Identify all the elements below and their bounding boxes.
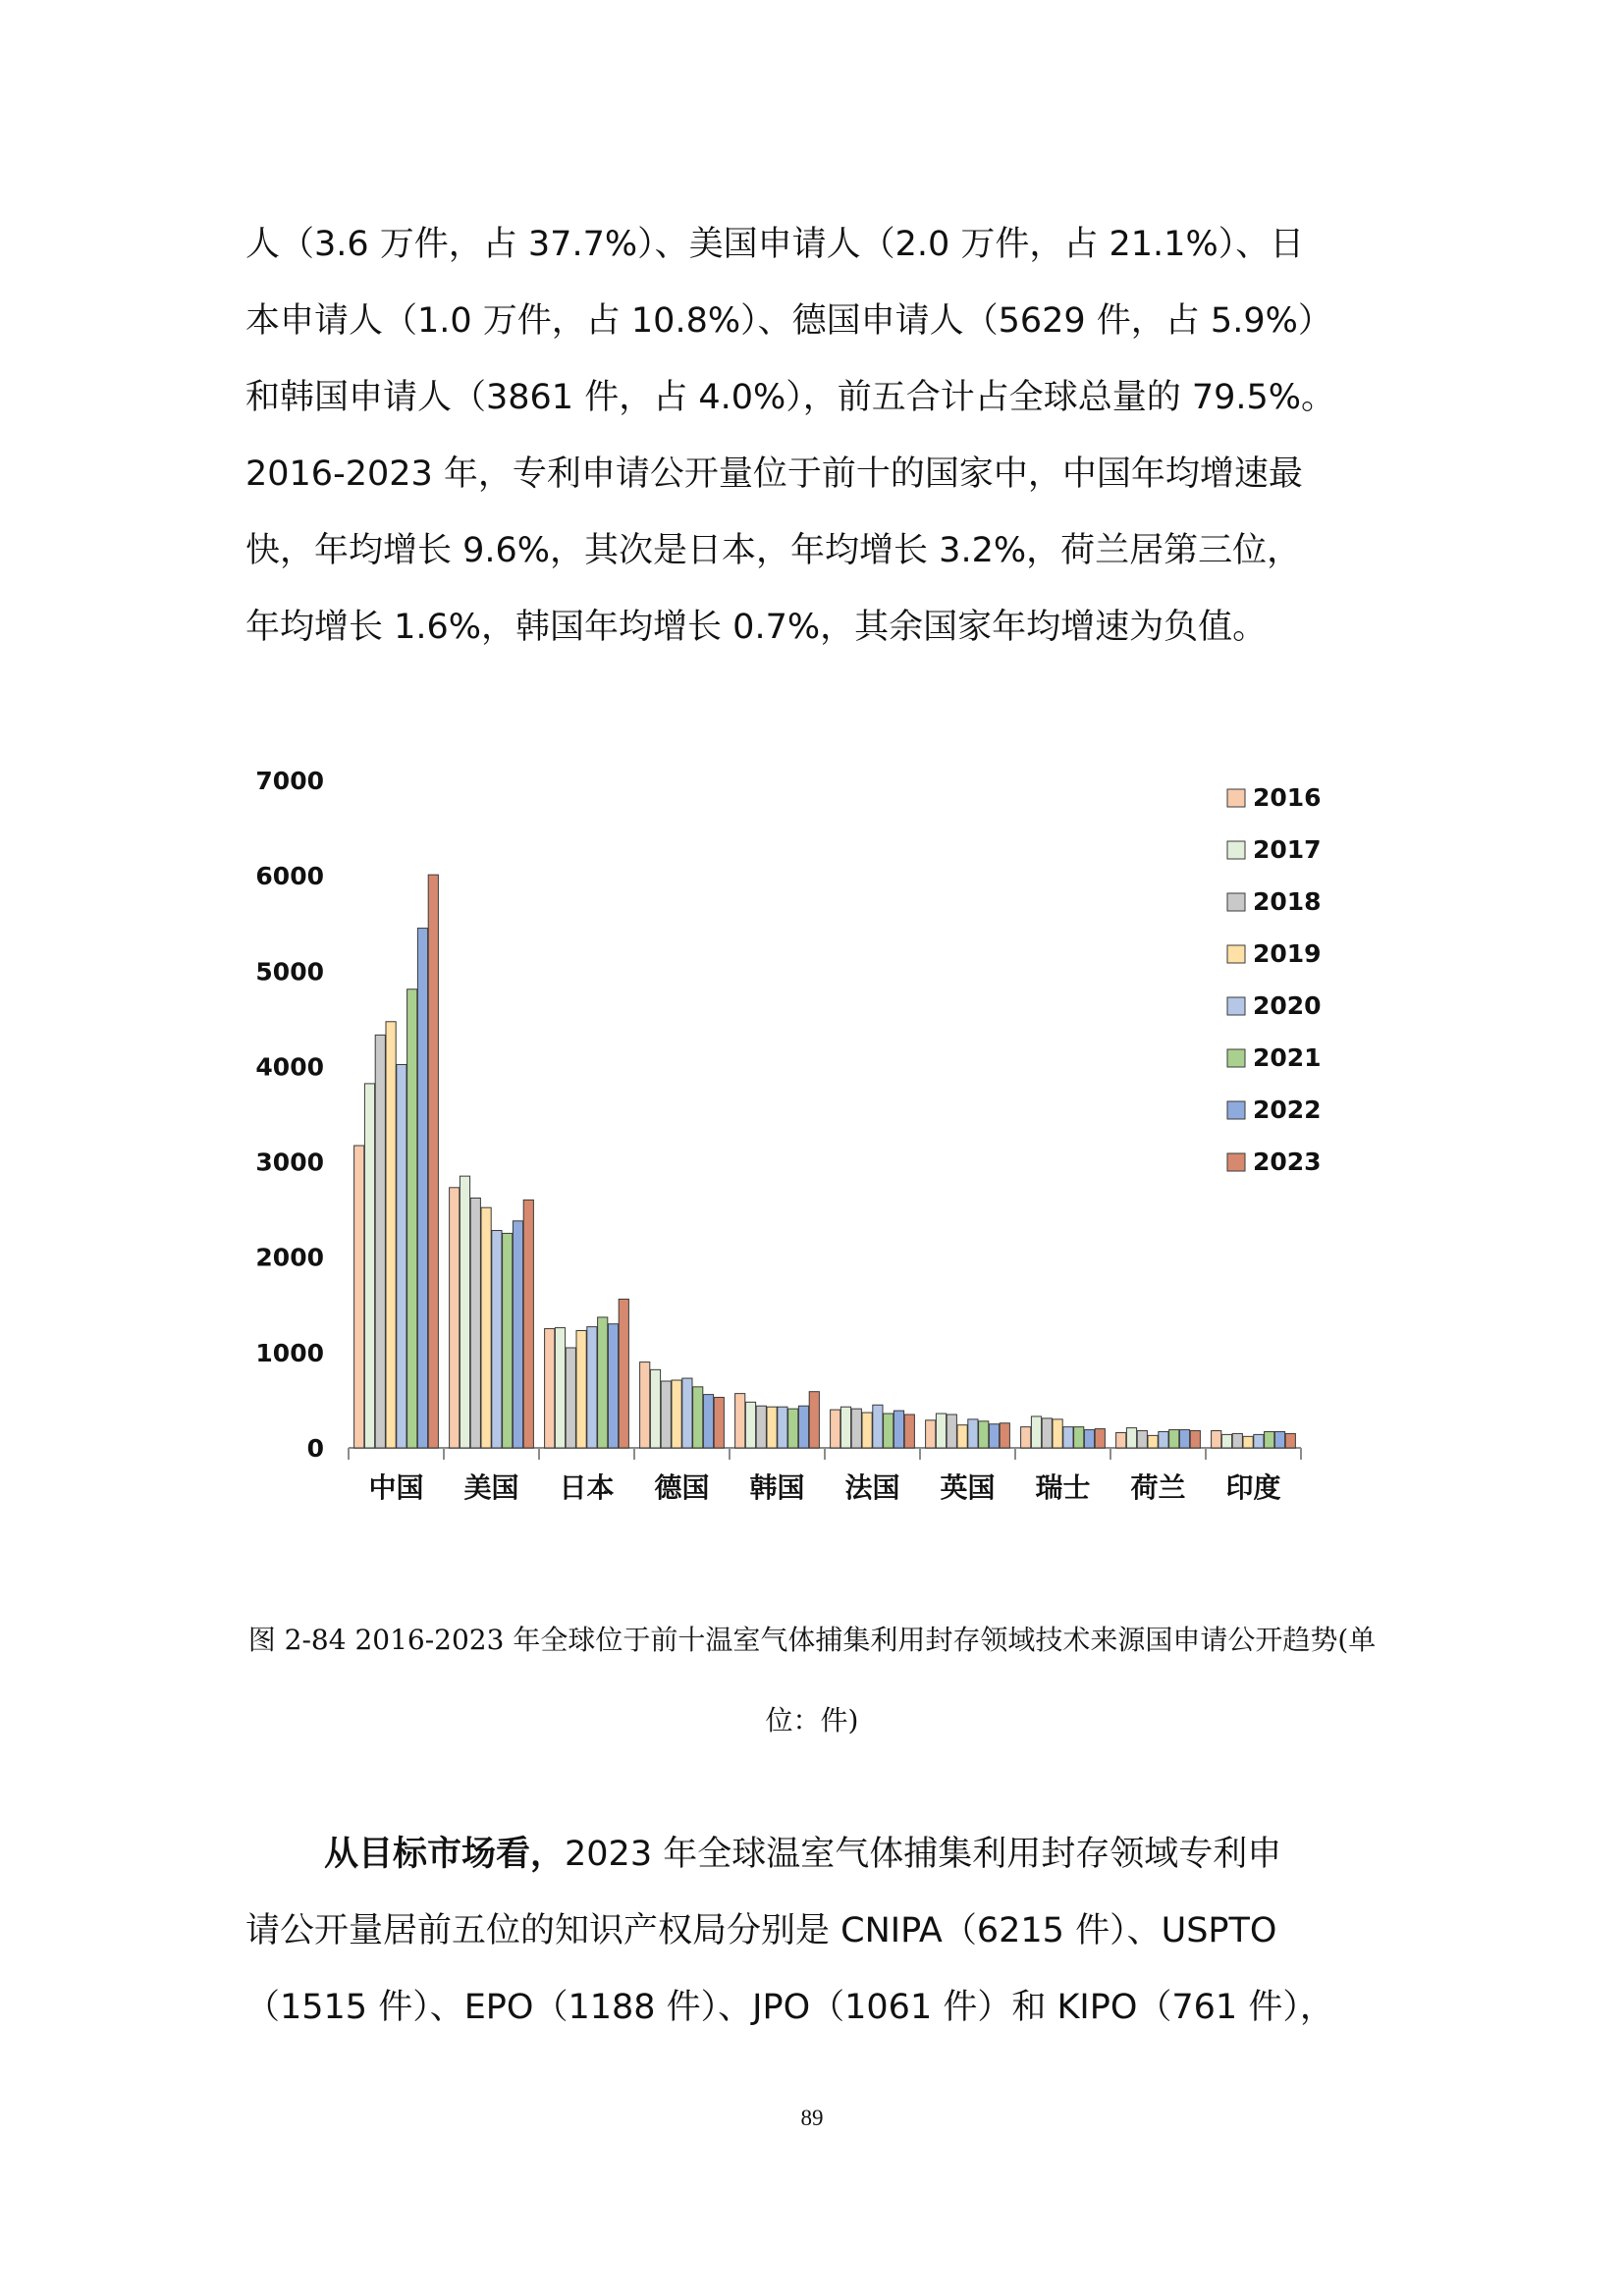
bar bbox=[354, 1146, 364, 1448]
legend-swatch bbox=[1227, 1101, 1245, 1119]
y-tick-label: 7000 bbox=[255, 767, 324, 795]
bar bbox=[682, 1378, 692, 1448]
category-label: 印度 bbox=[1225, 1471, 1281, 1504]
bar bbox=[714, 1398, 724, 1448]
text-line bbox=[245, 1816, 1384, 1893]
category-label: 美国 bbox=[463, 1471, 519, 1504]
figure-caption bbox=[226, 1600, 1398, 1761]
bar bbox=[957, 1425, 967, 1448]
bar bbox=[619, 1299, 628, 1448]
y-tick-label: 1000 bbox=[255, 1338, 324, 1367]
paragraph-target-market bbox=[245, 1816, 1384, 2046]
bar bbox=[1053, 1419, 1062, 1448]
caption-line: 图 2-84 2016-2023 年全球位于前十温室气体捕集利用封存领域技术来源国申请公开趋势(单 bbox=[247, 1624, 1377, 1656]
bar bbox=[1243, 1436, 1253, 1448]
y-tick-label: 0 bbox=[306, 1434, 324, 1463]
bar bbox=[1042, 1418, 1052, 1448]
bar bbox=[1159, 1431, 1168, 1448]
text-line: 人（3.6 万件，占 37.7%）、美国申请人（2.0 万件，占 21.1%）、日 bbox=[245, 225, 1305, 264]
bar bbox=[1116, 1432, 1126, 1448]
bar bbox=[407, 989, 417, 1448]
bar bbox=[608, 1324, 618, 1448]
bar bbox=[809, 1392, 819, 1448]
legend-label: 2021 bbox=[1253, 1043, 1322, 1072]
bar bbox=[1021, 1427, 1031, 1448]
text-line: 请公开量居前五位的知识产权局分别是 CNIPA（6215 件）、USPTO bbox=[245, 1911, 1277, 1950]
category-label: 韩国 bbox=[749, 1471, 805, 1504]
legend-swatch bbox=[1227, 1049, 1245, 1067]
bar-chart bbox=[236, 746, 1326, 1531]
bar bbox=[1265, 1431, 1274, 1448]
bar bbox=[893, 1411, 903, 1448]
bar bbox=[1179, 1430, 1189, 1448]
bar bbox=[693, 1387, 703, 1448]
bar bbox=[492, 1231, 502, 1448]
bar bbox=[1190, 1431, 1200, 1448]
bar bbox=[947, 1415, 956, 1448]
bar bbox=[884, 1414, 893, 1448]
bar bbox=[513, 1221, 522, 1448]
bar bbox=[703, 1395, 713, 1448]
bar bbox=[767, 1407, 777, 1448]
category-label: 荷兰 bbox=[1130, 1471, 1186, 1504]
legend-label: 2016 bbox=[1253, 783, 1322, 812]
bar bbox=[1169, 1430, 1179, 1448]
legend-label: 2020 bbox=[1253, 991, 1322, 1020]
bar bbox=[788, 1409, 798, 1448]
bar bbox=[545, 1329, 555, 1448]
category-label: 法国 bbox=[844, 1471, 900, 1504]
bar bbox=[936, 1414, 946, 1448]
bar bbox=[840, 1407, 850, 1448]
y-tick-label: 2000 bbox=[255, 1243, 324, 1272]
bar bbox=[417, 929, 427, 1448]
bar bbox=[862, 1413, 872, 1448]
bar bbox=[576, 1331, 586, 1448]
bar bbox=[397, 1064, 406, 1448]
bar bbox=[1232, 1433, 1242, 1448]
category-label: 德国 bbox=[654, 1471, 710, 1504]
text-span: 2023 年全球温室气体捕集利用封存领域专利申 bbox=[565, 1835, 1282, 1874]
caption-line: 位：件) bbox=[765, 1704, 859, 1736]
bar bbox=[778, 1407, 787, 1448]
text-line: 本申请人（1.0 万件，占 10.8%）、德国申请人（5629 件，占 5.9%） bbox=[245, 301, 1332, 341]
category-label: 英国 bbox=[940, 1471, 996, 1504]
page-number: 89 bbox=[800, 2106, 824, 2130]
bar bbox=[756, 1406, 766, 1448]
bar bbox=[968, 1419, 978, 1448]
bar bbox=[989, 1424, 999, 1448]
bar bbox=[979, 1421, 989, 1448]
bar bbox=[1212, 1431, 1221, 1448]
bar bbox=[1074, 1427, 1084, 1448]
paragraph-applicants bbox=[245, 206, 1384, 666]
bar bbox=[1000, 1423, 1009, 1448]
category-label: 日本 bbox=[559, 1471, 615, 1504]
y-tick-label: 5000 bbox=[255, 957, 324, 987]
bar bbox=[735, 1394, 745, 1448]
bar bbox=[523, 1200, 533, 1448]
text-line: 2016-2023 年，专利申请公开量位于前十的国家中，中国年均增速最 bbox=[245, 454, 1303, 494]
legend-swatch bbox=[1227, 945, 1245, 963]
bar bbox=[470, 1198, 480, 1448]
bar bbox=[428, 875, 438, 1448]
bar bbox=[375, 1035, 385, 1448]
category-label: 瑞士 bbox=[1035, 1471, 1091, 1504]
bar bbox=[1095, 1429, 1105, 1448]
legend-label: 2019 bbox=[1253, 939, 1322, 968]
bar bbox=[640, 1362, 650, 1448]
text-line: 年均增长 1.6%，韩国年均增长 0.7%，其余国家年均增速为负值。 bbox=[245, 608, 1268, 647]
y-tick-label: 3000 bbox=[255, 1148, 324, 1177]
bar bbox=[798, 1406, 808, 1448]
bar bbox=[1221, 1434, 1231, 1448]
bar bbox=[1084, 1430, 1094, 1448]
bar bbox=[851, 1409, 861, 1448]
bar bbox=[661, 1381, 671, 1448]
bar bbox=[587, 1327, 597, 1448]
legend-swatch bbox=[1227, 841, 1245, 859]
bar bbox=[873, 1405, 883, 1448]
bar bbox=[1063, 1427, 1073, 1448]
legend-swatch bbox=[1227, 997, 1245, 1015]
text-line: （1515 件）、EPO（1188 件）、JPO（1061 件）和 KIPO（761 件）， bbox=[245, 1988, 1334, 2027]
text-line: 快，年均增长 9.6%，其次是日本，年均增长 3.2%，荷兰居第三位， bbox=[245, 531, 1302, 570]
legend-swatch bbox=[1227, 1153, 1245, 1171]
bar bbox=[598, 1317, 608, 1448]
bar bbox=[364, 1084, 374, 1448]
legend-swatch bbox=[1227, 893, 1245, 911]
bar bbox=[1254, 1434, 1264, 1448]
bar bbox=[1031, 1416, 1041, 1448]
bar bbox=[1285, 1433, 1295, 1448]
legend-label: 2022 bbox=[1253, 1095, 1322, 1124]
bar bbox=[1274, 1431, 1284, 1448]
legend-label: 2017 bbox=[1253, 835, 1322, 864]
legend-swatch bbox=[1227, 789, 1245, 807]
bar bbox=[460, 1176, 469, 1448]
y-tick-label: 4000 bbox=[255, 1052, 324, 1082]
y-tick-label: 6000 bbox=[255, 862, 324, 891]
legend-label: 2018 bbox=[1253, 887, 1322, 916]
bar bbox=[1137, 1431, 1147, 1448]
bar bbox=[450, 1188, 460, 1448]
bar bbox=[566, 1348, 575, 1448]
bar bbox=[555, 1328, 565, 1448]
bar bbox=[1148, 1435, 1158, 1448]
text-line: 和韩国申请人（3861 件，占 4.0%），前五合计占全球总量的 79.5%。 bbox=[245, 378, 1336, 417]
bar bbox=[386, 1022, 396, 1448]
bar bbox=[503, 1233, 513, 1448]
bar bbox=[926, 1420, 936, 1448]
bar-chart-svg bbox=[236, 746, 1326, 1531]
bar bbox=[745, 1402, 755, 1448]
lead-phrase: 从目标市场看， bbox=[324, 1835, 566, 1874]
bar bbox=[481, 1207, 491, 1448]
bar bbox=[672, 1380, 681, 1448]
bar bbox=[904, 1415, 914, 1448]
bar bbox=[831, 1410, 840, 1448]
bar bbox=[650, 1369, 660, 1448]
bar bbox=[1126, 1428, 1136, 1448]
category-label: 中国 bbox=[368, 1471, 424, 1504]
legend-label: 2023 bbox=[1253, 1148, 1322, 1176]
